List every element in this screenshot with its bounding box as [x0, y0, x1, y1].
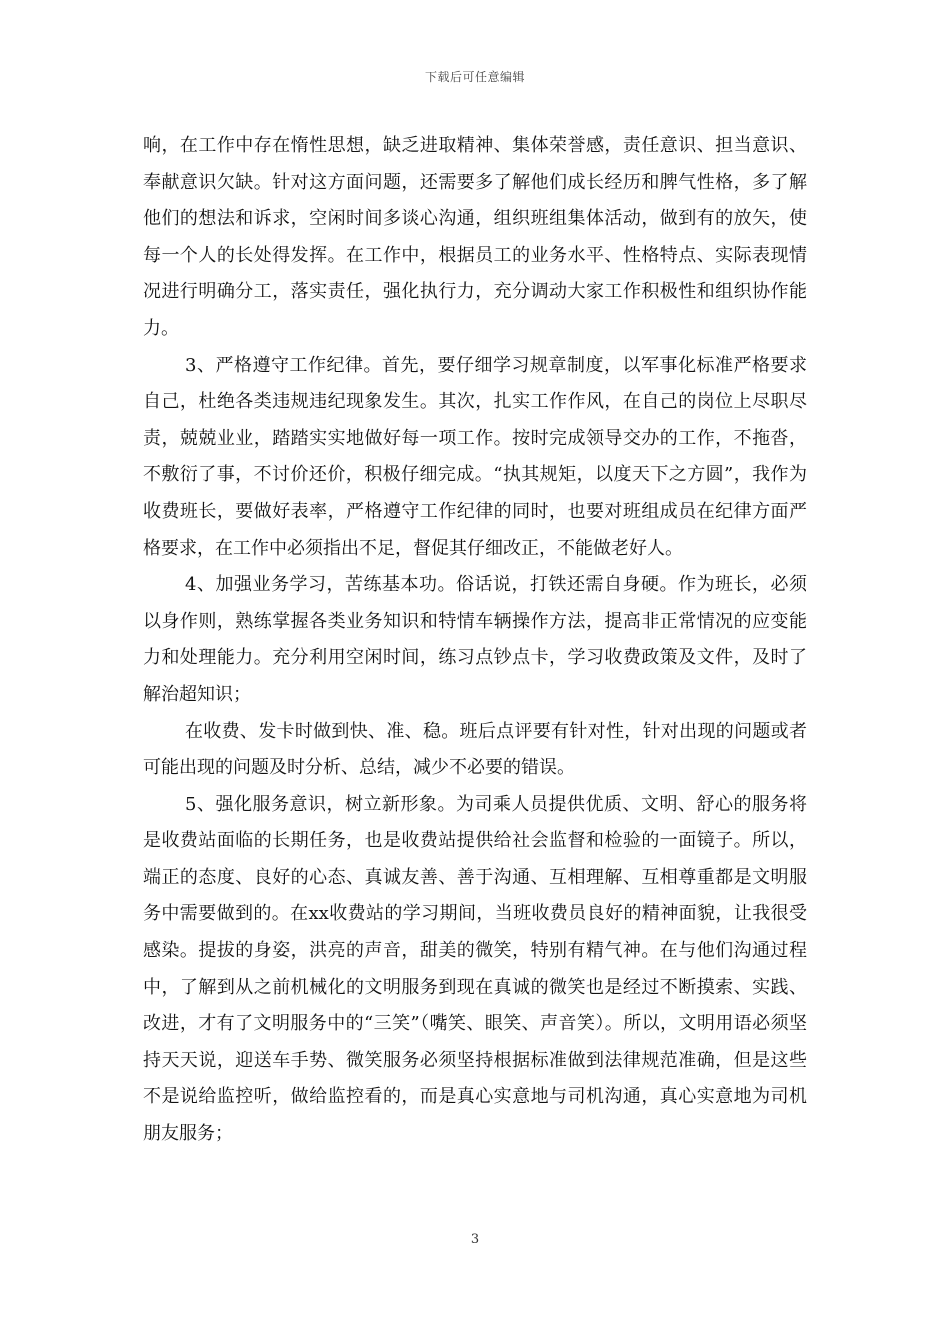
document-body: [143, 128, 807, 1153]
paragraph-3-work-discipline: 3、严格遵守工作纪律。首先，要仔细学习规章制度，以军事化标准严格要求自己，杜绝各类违规违纪现象发生。其次，扎实工作作风，在自己的岗位上尽职尽责，兢兢业业，踏踏实实地做好每一项工作。按时完成领导交办的工作，不拖沓，不敷衍了事，不讨价还价，积极仔细完成。“执其规矩，以度天下之方圆”，我作为收费班长，要做好表率，严格遵守工作纪律的同时，也要对班组成员在纪律方面严格要求，在工作中必须指出不足，督促其仔细改正，不能做老好人。: [143, 354, 807, 559]
paragraph-continuation: 响，在工作中存在惰性思想，缺乏进取精神、集体荣誉感，责任意识、担当意识、奉献意识欠缺。针对这方面问题，还需要多了解他们成长经历和脾气性格，多了解他们的想法和诉求，空闲时间多谈心沟通，组织班组集体活动，做到有的放矢，使每一个人的长处得发挥。在工作中，根据员工的业务水平、性格特点、实际表现情况进行明确分工，落实责任，强化执行力，充分调动大家工作积极性和组织协作能力。: [143, 135, 807, 339]
paragraph-4-business-study: 4、加强业务学习，苦练基本功。俗话说，打铁还需自身硬。作为班长，必须以身作则，熟练掌握各类业务知识和特情车辆操作方法，提高非正常情况的应变能力和处理能力。充分利用空闲时间，练习点钞点卡，学习收费政策及文件，及时了解治超知识；: [143, 574, 807, 705]
page-number: 3: [470, 1232, 480, 1247]
paragraph-5-service-awareness: 5、强化服务意识，树立新形象。为司乘人员提供优质、文明、舒心的服务将是收费站面临的长期任务，也是收费站提供给社会监督和检验的一面镜子。所以，端正的态度、良好的心态、真诚友善、善于沟通、互相理解、互相尊重都是文明服务中需要做到的。在xx收费站的学习期间，当班收费员良好的精神面貌，让我很受感染。提拔的身姿，洪亮的声音，甜美的微笑，特别有精气神。在与他们沟通过程中，了解到从之前机械化的文明服务到现在真诚的微笑也是经过不断摸索、实践、改进，才有了文明服务中的“三笑”（嘴笑、眼笑、声音笑）。所以，文明用语必须坚持天天说，迎送车手势、微笑服务必须坚持根据标准做到法律规范准确，但是这些不是说给监控听，做给监控看的，而是真心实意地与司机沟通，真心实意地为司机朋友服务；: [143, 793, 807, 1145]
paragraph-4-continued: 在收费、发卡时做到快、准、稳。班后点评要有针对性，针对出现的问题或者可能出现的问题及时分析、总结，减少不必要的错误。: [143, 720, 807, 779]
page-header: 下载后可任意编辑: [424, 70, 525, 84]
